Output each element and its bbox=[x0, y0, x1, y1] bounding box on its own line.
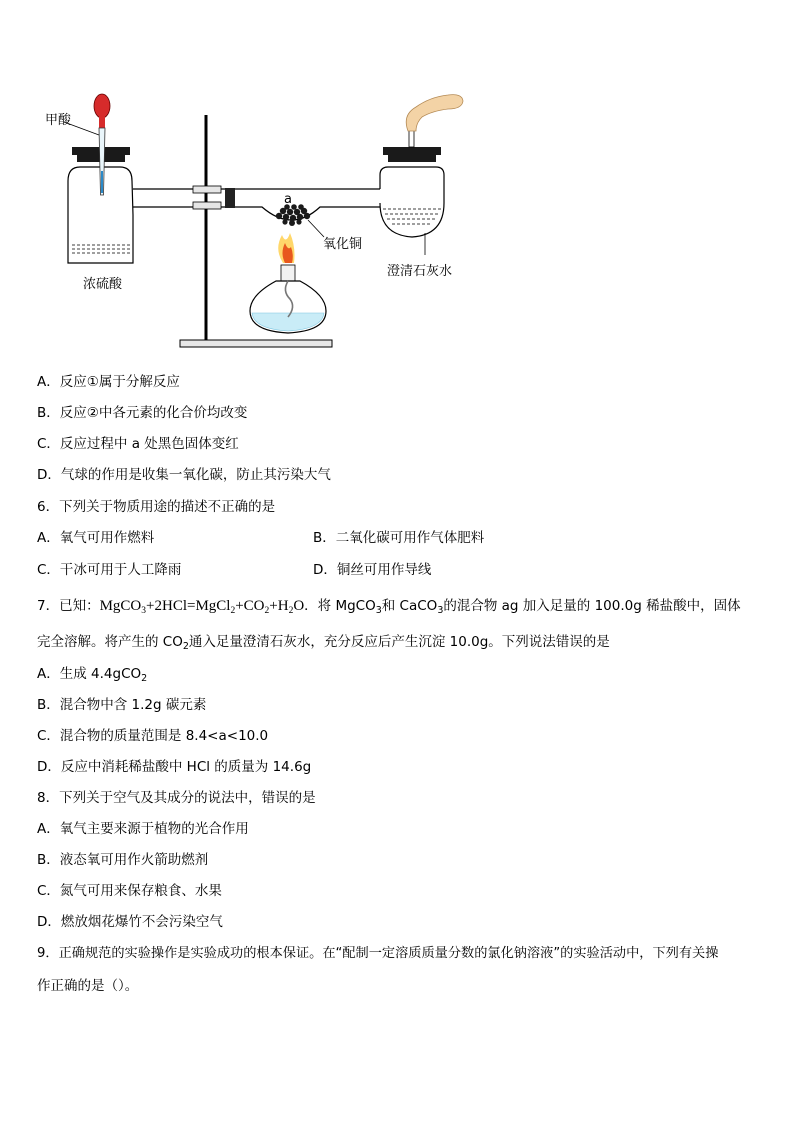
q7-stem-prefix: 7．已知： bbox=[37, 598, 100, 614]
q9-stem-line2: 作正确的是（）。 bbox=[37, 978, 139, 994]
q7-equation: $MgCO_3+2HCl=MgCl_2+CO_2+H_2O$ bbox=[99, 598, 305, 616]
right-stopper bbox=[383, 147, 441, 155]
label-formic-acid: 甲酸 bbox=[45, 113, 72, 128]
right-flask bbox=[380, 167, 444, 237]
q8-option-a: A．氧气主要来源于植物的光合作用 bbox=[37, 821, 249, 837]
label-a: a bbox=[284, 192, 292, 207]
q7-stem-mid2: 和 CaCO bbox=[381, 598, 438, 614]
q6-option-d: D．铜丝可用作导线 bbox=[313, 562, 432, 578]
clamp-upper bbox=[193, 186, 221, 193]
apparatus-diagram bbox=[30, 85, 480, 360]
label-limewater: 澄清石灰水 bbox=[387, 264, 453, 279]
balloon bbox=[406, 95, 463, 131]
dropper-bulb bbox=[94, 94, 110, 118]
q8-option-c: C．氮气可用来保存粮食、水果 bbox=[37, 883, 222, 899]
q8-stem: 8．下列关于空气及其成分的说法中，错误的是 bbox=[37, 790, 316, 806]
q7-option-d: D．反应中消耗稀盐酸中 HCl 的质量为 14.6g bbox=[37, 759, 312, 775]
dropper-neck bbox=[99, 116, 105, 128]
q7-option-c: C．混合物的质量范围是 8.4<a<10.0 bbox=[37, 728, 269, 744]
q5-option-c: C．反应过程中 a 处黑色固体变红 bbox=[37, 436, 239, 452]
q6-option-a: A．氧气可用作燃料 bbox=[37, 530, 155, 546]
q6-stem: 6．下列关于物质用途的描述不正确的是 bbox=[37, 499, 276, 515]
outlet-tube bbox=[409, 129, 414, 147]
q5-option-d: D．气球的作用是收集一氧化碳，防止其污染大气 bbox=[37, 467, 331, 483]
copper-oxide-pointer bbox=[308, 220, 324, 237]
stand-base bbox=[180, 340, 332, 347]
q7-stem-line2: 完全溶解。将产生的 $CO_2$通入足量澄清石灰水，充分反应后产生沉淀 10.0g。下列说法错误的是 bbox=[37, 634, 610, 652]
q7-stem-mid3: 的混合物 ag 加入足量的 100.0g 稀盐酸中，固体 bbox=[443, 598, 741, 614]
q6-option-c: C．干冰可用于人工降雨 bbox=[37, 562, 182, 578]
q9-stem-line1: 9．正确规范的实验操作是实验成功的根本保证。在“配制一定溶质质量分数的氯化钠溶液”的实验活动中，下列有关操 bbox=[37, 946, 719, 961]
q6-option-b: B．二氧化碳可用作气体肥料 bbox=[313, 530, 485, 546]
clamp-lower bbox=[193, 202, 221, 209]
q8-option-b: B．液态氧可用作火箭助燃剂 bbox=[37, 852, 209, 868]
q7-stem-mid1: ．将 MgCO bbox=[304, 598, 376, 614]
q7-stem-line1: 7．已知：$MgCO_3+2HCl=MgCl_2+CO_2+H_2O$．将 MgCO$_3$和 CaCO$_3$的混合物 ag 加入足量的 100.0g 稀盐酸中，固体 bbox=[37, 598, 741, 616]
label-conc-sulfuric-acid: 浓硫酸 bbox=[83, 277, 123, 292]
label-copper-oxide: 氧化铜 bbox=[323, 237, 363, 252]
q5-option-a: A．反应①属于分解反应 bbox=[37, 374, 180, 390]
q7-option-a: A．生成 4.4gCO$_2$ bbox=[37, 666, 148, 684]
q7-line2-b: 通入足量澄清石灰水，充分反应后产生沉淀 10.0g。下列说法错误的是 bbox=[188, 634, 610, 650]
copper-oxide-solid bbox=[276, 204, 310, 226]
q8-option-d: D．燃放烟花爆竹不会污染空气 bbox=[37, 914, 223, 930]
q7-option-b: B．混合物中含 1.2g 碳元素 bbox=[37, 697, 207, 713]
lamp-wick-holder bbox=[281, 265, 295, 281]
right-stopper-lower bbox=[388, 155, 436, 162]
q5-option-b: B．反应②中各元素的化合价均改变 bbox=[37, 405, 248, 421]
rubber-joint bbox=[225, 188, 235, 208]
q7-line2-a: 完全溶解。将产生的 CO bbox=[37, 634, 183, 650]
